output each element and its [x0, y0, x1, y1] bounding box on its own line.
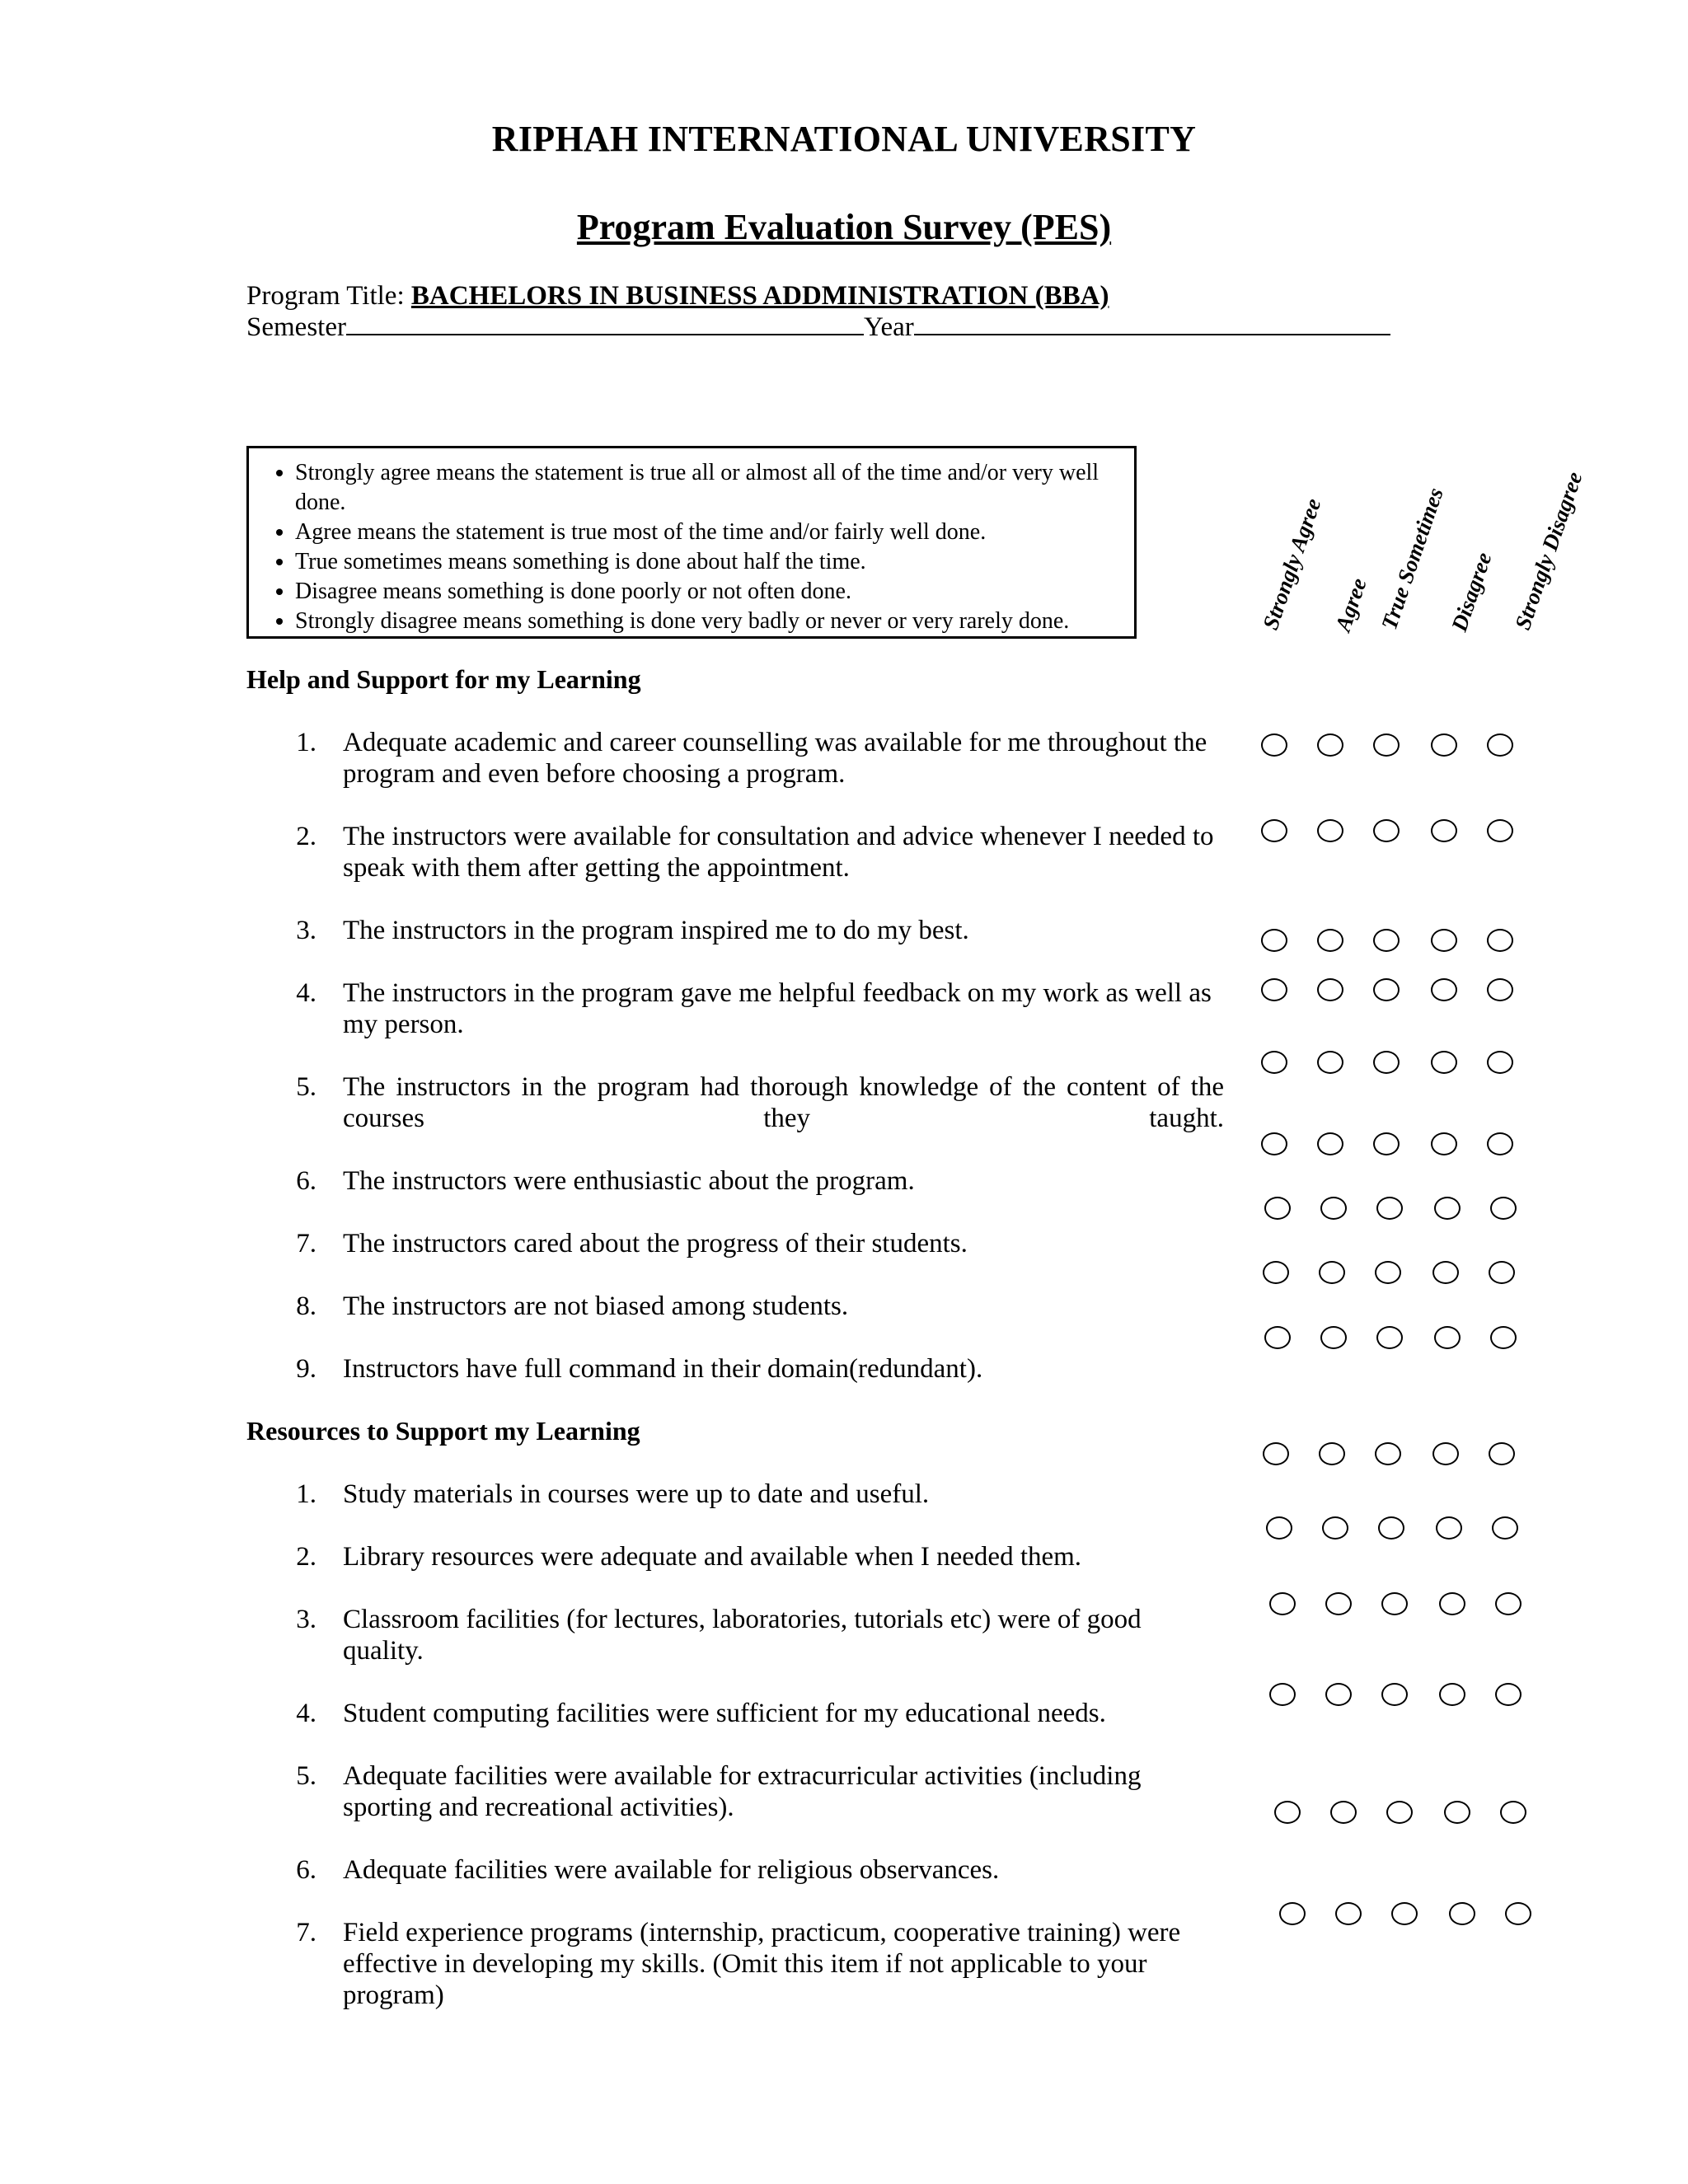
- question-number: 8.: [296, 1291, 316, 1321]
- option-true-sometimes[interactable]: [1373, 1051, 1400, 1074]
- option-strongly-agree[interactable]: [1269, 1592, 1296, 1615]
- option-disagree[interactable]: [1439, 1683, 1465, 1706]
- question-text: The instructors were available for consultation and advice whenever I needed to speak with them after getting the appointment.: [343, 822, 1214, 883]
- question-number: 2.: [296, 1542, 316, 1572]
- option-agree[interactable]: [1325, 1683, 1352, 1706]
- option-strongly-disagree[interactable]: [1487, 733, 1513, 757]
- option-strongly-disagree[interactable]: [1487, 1051, 1513, 1074]
- option-agree[interactable]: [1335, 1902, 1362, 1925]
- option-strongly-disagree[interactable]: [1490, 1326, 1517, 1349]
- semester-label: Semester: [246, 312, 346, 342]
- option-strongly-agree[interactable]: [1269, 1683, 1296, 1706]
- question-text: Library resources were adequate and available when I needed them.: [343, 1542, 1082, 1572]
- question-number: 4.: [296, 978, 316, 1008]
- option-strongly-agree[interactable]: [1264, 1326, 1291, 1349]
- survey-title: Program Evaluation Survey (PES): [576, 207, 1112, 247]
- option-true-sometimes[interactable]: [1386, 1801, 1413, 1824]
- legend-item: • Disagree means something is done poorly or not often done.: [295, 577, 1119, 607]
- question-text: Classroom facilities (for lectures, laboratories, tutorials etc) were of good quality.: [343, 1605, 1142, 1666]
- option-disagree[interactable]: [1431, 929, 1457, 952]
- option-agree[interactable]: [1325, 1592, 1352, 1615]
- option-strongly-disagree[interactable]: [1500, 1801, 1526, 1824]
- option-strongly-agree[interactable]: [1261, 1051, 1287, 1074]
- question-number: 5.: [296, 1072, 316, 1102]
- option-disagree[interactable]: [1431, 819, 1457, 842]
- option-strongly-agree[interactable]: [1266, 1516, 1292, 1540]
- option-disagree[interactable]: [1439, 1592, 1465, 1615]
- option-strongly-disagree[interactable]: [1487, 929, 1513, 952]
- question-number: 4.: [296, 1699, 316, 1728]
- year-field[interactable]: [914, 312, 1390, 335]
- option-agree[interactable]: [1317, 929, 1343, 952]
- question-text: The instructors in the program had thorough knowledge of the content of the courses they taught.: [343, 1072, 1224, 1133]
- option-strongly-disagree[interactable]: [1495, 1683, 1522, 1706]
- column-header-strongly-disagree: Strongly Disagree: [1510, 468, 1587, 633]
- question-number: 9.: [296, 1354, 316, 1384]
- question-text: The instructors in the program inspired me to do my best.: [343, 916, 969, 945]
- question-text: Adequate academic and career counselling was available for me throughout the program and even before choosing a program.: [343, 728, 1207, 789]
- option-strongly-agree[interactable]: [1261, 1132, 1287, 1155]
- option-disagree[interactable]: [1431, 733, 1457, 757]
- section-title-help-support: Help and Support for my Learning: [246, 664, 641, 694]
- option-strongly-agree[interactable]: [1261, 819, 1287, 842]
- column-header-agree: Agree: [1330, 574, 1372, 635]
- option-true-sometimes[interactable]: [1391, 1902, 1418, 1925]
- question-number: 7.: [296, 1229, 316, 1258]
- rating-legend-box: [246, 446, 1137, 639]
- question-number: 6.: [296, 1855, 316, 1885]
- option-true-sometimes[interactable]: [1373, 1132, 1400, 1155]
- option-strongly-agree[interactable]: [1263, 1442, 1289, 1465]
- option-strongly-disagree[interactable]: [1487, 1132, 1513, 1155]
- semester-field[interactable]: [346, 312, 864, 335]
- option-agree[interactable]: [1320, 1326, 1347, 1349]
- option-strongly-disagree[interactable]: [1495, 1592, 1522, 1615]
- question-number: 1.: [296, 1479, 316, 1509]
- option-disagree[interactable]: [1434, 1197, 1461, 1220]
- option-strongly-agree[interactable]: [1274, 1801, 1301, 1824]
- program-title-label: Program Title:: [246, 281, 411, 311]
- question-text: The instructors in the program gave me helpful feedback on my work as well as my person.: [343, 978, 1212, 1039]
- question-text: Instructors have full command in their domain(redundant).: [343, 1354, 983, 1384]
- option-strongly-disagree[interactable]: [1487, 978, 1513, 1001]
- section-title-resources: Resources to Support my Learning: [246, 1416, 640, 1446]
- question-number: 3.: [296, 1605, 316, 1634]
- column-header-disagree: Disagree: [1447, 549, 1497, 635]
- university-name: RIPHAH INTERNATIONAL UNIVERSITY: [491, 119, 1197, 159]
- legend-item: • Strongly disagree means something is done very badly or never or very rarely done.: [295, 607, 1119, 636]
- question-number: 7.: [296, 1918, 316, 1947]
- legend-item: • Strongly agree means the statement is true all or almost all of the time and/or very well done.: [295, 458, 1119, 518]
- option-true-sometimes[interactable]: [1373, 978, 1400, 1001]
- option-strongly-agree[interactable]: [1279, 1902, 1306, 1925]
- option-agree[interactable]: [1317, 1132, 1343, 1155]
- option-agree[interactable]: [1317, 978, 1343, 1001]
- program-title-line: [246, 280, 1109, 312]
- question-number: 2.: [296, 822, 316, 851]
- option-agree[interactable]: [1320, 1197, 1347, 1220]
- option-agree[interactable]: [1322, 1516, 1348, 1540]
- question-number: 3.: [296, 916, 316, 945]
- question-text: The instructors were enthusiastic about the program.: [343, 1166, 915, 1196]
- option-disagree[interactable]: [1444, 1801, 1470, 1824]
- question-text: The instructors cared about the progress of their students.: [343, 1229, 968, 1258]
- option-disagree[interactable]: [1431, 1051, 1457, 1074]
- question-number: 1.: [296, 728, 316, 757]
- column-header-strongly-agree: Strongly Agree: [1258, 494, 1326, 633]
- option-disagree[interactable]: [1431, 978, 1457, 1001]
- option-true-sometimes[interactable]: [1381, 1592, 1408, 1615]
- year-label: Year: [863, 312, 914, 342]
- legend-item: • Agree means the statement is true most of the time and/or fairly well done.: [295, 518, 1119, 547]
- option-true-sometimes[interactable]: [1378, 1516, 1404, 1540]
- question-text: Student computing facilities were sufficient for my educational needs.: [343, 1699, 1106, 1728]
- option-strongly-agree[interactable]: [1261, 733, 1287, 757]
- question-number: 5.: [296, 1761, 316, 1791]
- option-strongly-agree[interactable]: [1263, 1261, 1289, 1284]
- option-agree[interactable]: [1319, 1442, 1345, 1465]
- option-true-sometimes[interactable]: [1373, 733, 1400, 757]
- legend-item: • True sometimes means something is done about half the time.: [295, 547, 1119, 577]
- option-disagree[interactable]: [1432, 1261, 1459, 1284]
- program-title-value: BACHELORS IN BUSINESS ADDMINISTRATION (BBA): [410, 281, 1109, 311]
- question-number: 6.: [296, 1166, 316, 1196]
- option-true-sometimes[interactable]: [1373, 819, 1400, 842]
- option-disagree[interactable]: [1434, 1326, 1461, 1349]
- semester-year-line: [246, 312, 1390, 343]
- option-disagree[interactable]: [1449, 1902, 1475, 1925]
- option-disagree[interactable]: [1431, 1132, 1457, 1155]
- option-true-sometimes[interactable]: [1375, 1261, 1401, 1284]
- option-true-sometimes[interactable]: [1376, 1197, 1403, 1220]
- option-agree[interactable]: [1317, 1051, 1343, 1074]
- option-agree[interactable]: [1319, 1261, 1345, 1284]
- option-true-sometimes[interactable]: [1375, 1442, 1401, 1465]
- option-true-sometimes[interactable]: [1376, 1326, 1403, 1349]
- option-disagree[interactable]: [1432, 1442, 1459, 1465]
- column-header-true-sometimes: True Sometimes: [1376, 485, 1448, 633]
- option-strongly-disagree[interactable]: [1487, 819, 1513, 842]
- option-agree[interactable]: [1317, 819, 1343, 842]
- option-agree[interactable]: [1330, 1801, 1357, 1824]
- option-strongly-disagree[interactable]: [1489, 1261, 1515, 1284]
- option-strongly-agree[interactable]: [1264, 1197, 1291, 1220]
- option-true-sometimes[interactable]: [1373, 929, 1400, 952]
- option-agree[interactable]: [1317, 733, 1343, 757]
- option-strongly-disagree[interactable]: [1489, 1442, 1515, 1465]
- option-disagree[interactable]: [1436, 1516, 1462, 1540]
- option-strongly-agree[interactable]: [1261, 978, 1287, 1001]
- option-true-sometimes[interactable]: [1381, 1683, 1408, 1706]
- question-text: Study materials in courses were up to date and useful.: [343, 1479, 930, 1509]
- option-strongly-disagree[interactable]: [1492, 1516, 1518, 1540]
- question-text: Adequate facilities were available for extracurricular activities (including sporting and recreational activities).: [343, 1761, 1142, 1822]
- option-strongly-agree[interactable]: [1261, 929, 1287, 952]
- option-strongly-disagree[interactable]: [1490, 1197, 1517, 1220]
- question-text: The instructors are not biased among students.: [343, 1291, 849, 1321]
- question-text: Field experience programs (internship, practicum, cooperative training) were effective in developing my skills. (Omit this item if not applicable to your program): [343, 1918, 1181, 2010]
- option-strongly-disagree[interactable]: [1505, 1902, 1531, 1925]
- question-text: Adequate facilities were available for religious observances.: [343, 1855, 1000, 1885]
